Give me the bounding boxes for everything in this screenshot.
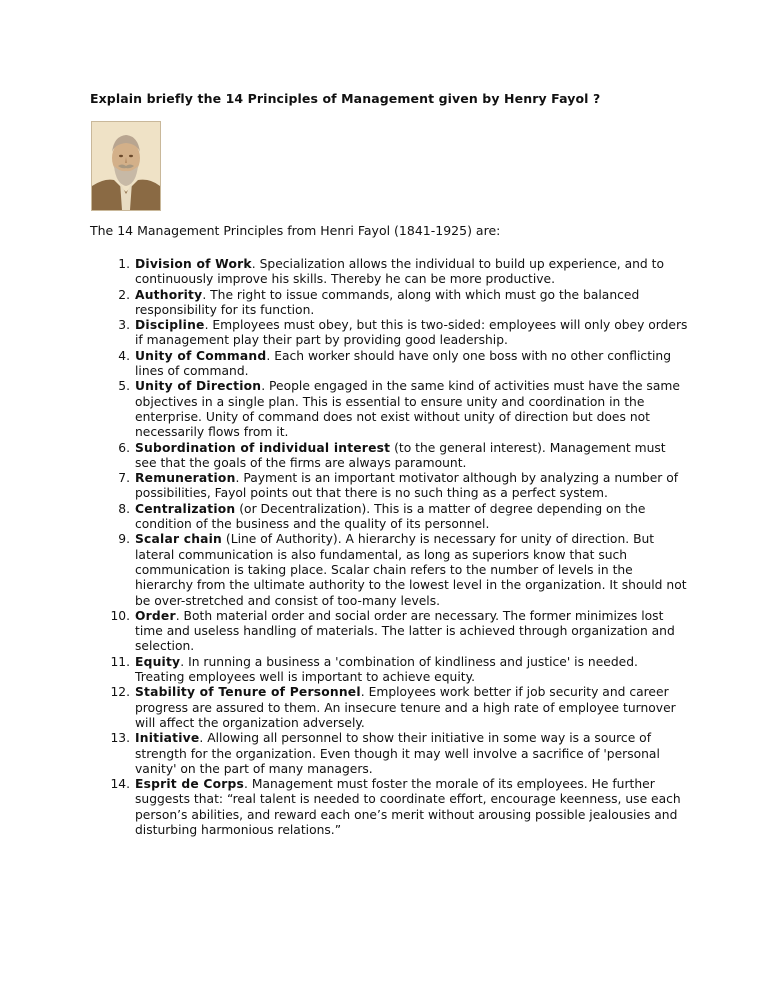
list-item bbox=[90, 471, 690, 502]
principle-text: (Line of Authority). A hierarchy is necessary for unity of direction. But lateral communication is also fundamental, as long as superiors know that such communication is taking place. Scalar chain refers to the number of levels in the hierarchy from the ultimate authority to the lowest level in the organization. It should not be over-stretched and consist of too-many levels. bbox=[135, 532, 687, 608]
list-item bbox=[90, 288, 690, 319]
list-item bbox=[90, 655, 690, 686]
principles-list bbox=[90, 257, 690, 838]
item-number: 9. bbox=[118, 532, 130, 547]
principle-text: . Specialization allows the individual to build up experience, and to continuously improve his skills. Thereby he can be more productive. bbox=[135, 257, 664, 287]
item-number: 6. bbox=[118, 440, 130, 455]
list-item bbox=[90, 379, 690, 440]
item-number: 11. bbox=[110, 654, 130, 669]
principle-text: . Each worker should have only one boss with no other conflicting lines of command. bbox=[135, 348, 672, 379]
item-number: 13. bbox=[110, 731, 130, 746]
principle-term: Remuneration bbox=[135, 471, 236, 486]
item-number: 14. bbox=[110, 777, 130, 792]
principle-text: . The right to issue commands, along with which must go the balanced responsibility for its function. bbox=[135, 287, 640, 317]
item-number: 2. bbox=[118, 287, 130, 302]
item-number: 8. bbox=[118, 501, 130, 516]
principle-term: Authority bbox=[135, 287, 203, 302]
list-item bbox=[90, 441, 690, 472]
principle-text: . Both material order and social order are necessary. The former minimizes lost time and useless handling of materials. The latter is achieved through organization and selection. bbox=[135, 608, 675, 654]
principle-term: Esprit de Corps bbox=[135, 777, 245, 792]
list-item bbox=[90, 532, 690, 608]
principle-text: (to the general interest). Management must see that the goals of the firms are always paramount. bbox=[135, 440, 666, 470]
list-item bbox=[90, 257, 690, 288]
list-item bbox=[90, 318, 690, 349]
item-number: 4. bbox=[118, 348, 130, 363]
principle-text: . Employees work better if job security and career progress are assured to them. An insecure tenure and a high rate of employee turnover will affect the organization adversely. bbox=[135, 685, 676, 730]
principle-term: Equity bbox=[135, 654, 181, 669]
principle-term: Initiative bbox=[135, 731, 200, 746]
list-item bbox=[90, 685, 690, 731]
principle-term: Centralization bbox=[135, 501, 236, 516]
list-item bbox=[90, 502, 690, 533]
intro-text: The 14 Management Principles from Henri Fayol (1841-1925) are: bbox=[90, 223, 501, 238]
item-number: 12. bbox=[110, 685, 130, 700]
principle-term: Unity of Direction bbox=[135, 379, 262, 394]
principle-text: . Management must foster the morale of its employees. He further suggests that: “real talent is needed to coordinate effort, encourage keenness, use each person’s abilities, and reward each one’s merit without arousing possible jealousies and disturbing harmonious relations.” bbox=[135, 777, 681, 837]
list-item bbox=[90, 609, 690, 655]
principle-term: Discipline bbox=[135, 318, 205, 333]
principle-text: (or Decentralization). This is a matter of degree depending on the condition of the business and the quality of its personnel. bbox=[135, 501, 646, 532]
principle-text: . People engaged in the same kind of activities must have the same objectives in a single plan. This is essential to ensure unity and coordination in the enterprise. Unity of command does not exist without unity of direction but does not necessarily flows from it. bbox=[135, 379, 680, 440]
list-item bbox=[90, 349, 690, 380]
principle-term: Subordination of individual interest bbox=[135, 440, 391, 455]
principle-text: . Employees must obey, but this is two-sided: employees will only obey orders if management play their part by providing good leadership. bbox=[135, 318, 688, 348]
item-number: 10. bbox=[110, 608, 130, 623]
item-number: 5. bbox=[118, 379, 130, 394]
principle-term: Scalar chain bbox=[135, 532, 223, 547]
list-item bbox=[90, 731, 690, 777]
question-heading: Explain briefly the 14 Principles of Management given by Henry Fayol ? bbox=[90, 91, 601, 106]
principle-term: Unity of Command bbox=[135, 348, 267, 363]
principle-term: Stability of Tenure of Personnel bbox=[135, 685, 361, 700]
principle-term: Order bbox=[135, 608, 176, 623]
item-number: 3. bbox=[118, 318, 130, 333]
principle-term: Division of Work bbox=[135, 257, 252, 271]
principle-text: . Allowing all personnel to show their initiative in some way is a source of strength for the organization. Even though it may well involve a sacrifice of 'personal vanity' on the part of many managers. bbox=[135, 731, 660, 776]
item-number: 1. bbox=[118, 257, 130, 271]
henri-fayol-portrait bbox=[91, 121, 161, 211]
list-item bbox=[90, 777, 690, 838]
item-number: 7. bbox=[118, 471, 130, 486]
principle-text: . In running a business a 'combination of kindliness and justice' is needed. Treating employees well is important to achieve equity. bbox=[135, 654, 638, 685]
principle-text: . Payment is an important motivator although by analyzing a number of possibilities, Fayol points out that there is no such thing as a perfect system. bbox=[135, 471, 679, 501]
